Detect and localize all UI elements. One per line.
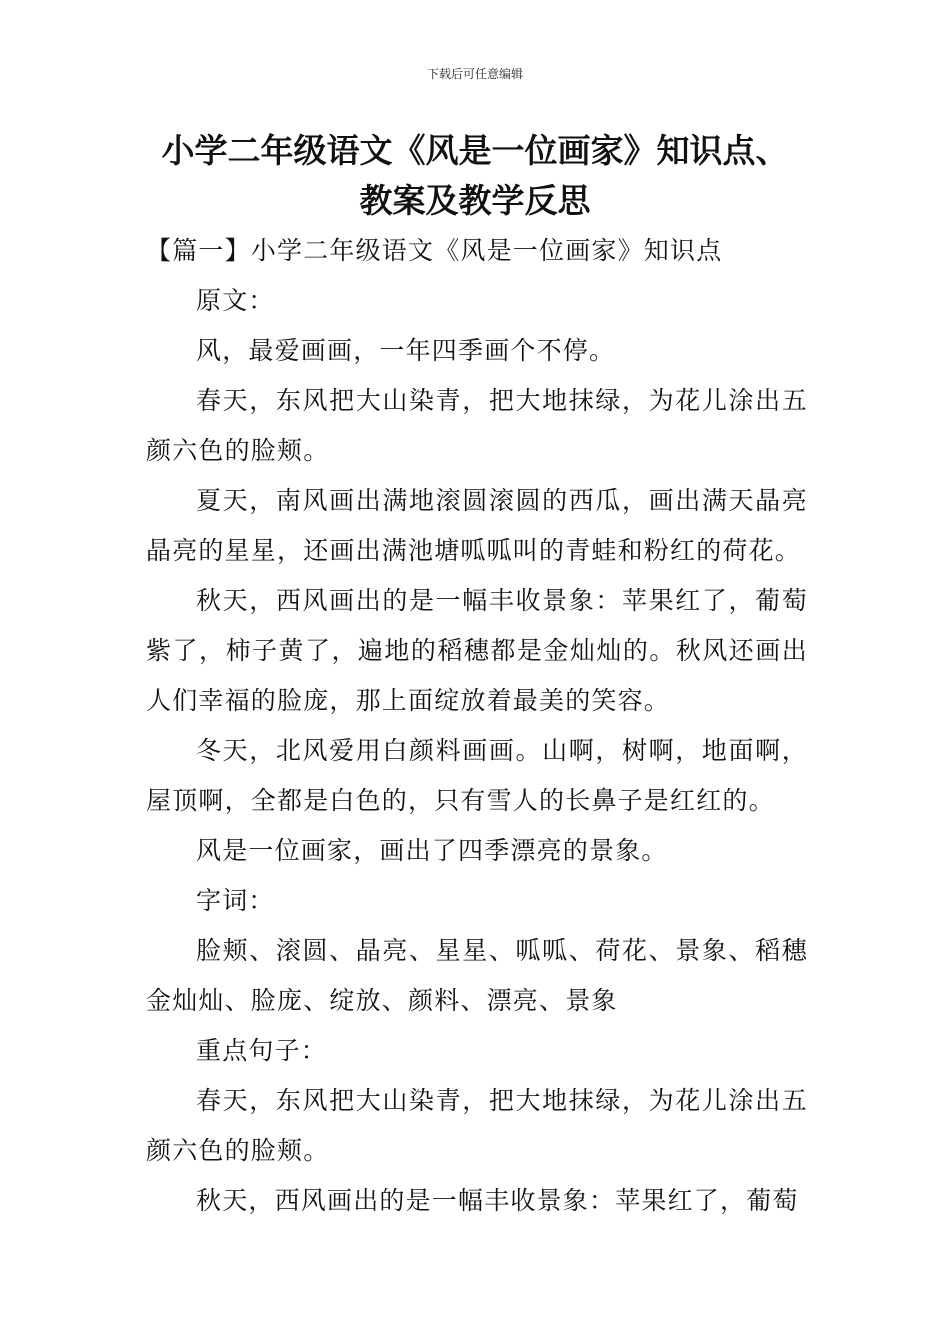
- header-note: 下载后可任意编辑: [426, 67, 523, 81]
- title-line-2: 教案及教学反思: [359, 181, 591, 220]
- original-paragraph: 秋天，西风画出的是一幅丰收景象：苹果红了，葡萄紫了，柿子黄了，遍地的稻穗都是金灿灿的。秋风还画出人们幸福的脸庞，那上面绽放着最美的笑容。: [146, 586, 808, 715]
- key-sentence: 秋天，西风画出的是一幅丰收景象：苹果红了，葡萄: [196, 1186, 799, 1215]
- label-key-sentences: 重点句子：: [196, 1036, 328, 1065]
- original-paragraph: 冬天，北风爱用白颜料画画。山啊，树啊，地面啊，屋顶啊，全都是白色的，只有雪人的长鼻子是红红的。: [146, 736, 808, 815]
- label-words: 字词：: [196, 886, 275, 915]
- original-paragraph: 夏天，南风画出满地滚圆滚圆的西瓜，画出满天晶亮晶亮的星星，还画出满池塘呱呱叫的青蛙和粉红的荷花。: [146, 486, 808, 565]
- document-body: [146, 226, 808, 1226]
- original-paragraph: 春天，东风把大山染青，把大地抹绿，为花儿涂出五颜六色的脸颊。: [146, 386, 808, 465]
- words-list: 脸颊、滚圆、晶亮、星星、呱呱、荷花、景象、稻穗金灿灿、脸庞、绽放、颜料、漂亮、景象: [146, 936, 808, 1015]
- key-sentence: 春天，东风把大山染青，把大地抹绿，为花儿涂出五颜六色的脸颊。: [146, 1086, 808, 1165]
- original-paragraph: 风是一位画家，画出了四季漂亮的景象。: [196, 836, 668, 865]
- original-paragraph: 风，最爱画画，一年四季画个不停。: [196, 336, 616, 365]
- label-original: 原文：: [196, 286, 275, 315]
- document-title: [120, 126, 830, 226]
- title-line-1: 小学二年级语文《风是一位画家》知识点、: [161, 131, 789, 170]
- section-heading: 【篇一】小学二年级语文《风是一位画家》知识点: [146, 236, 723, 265]
